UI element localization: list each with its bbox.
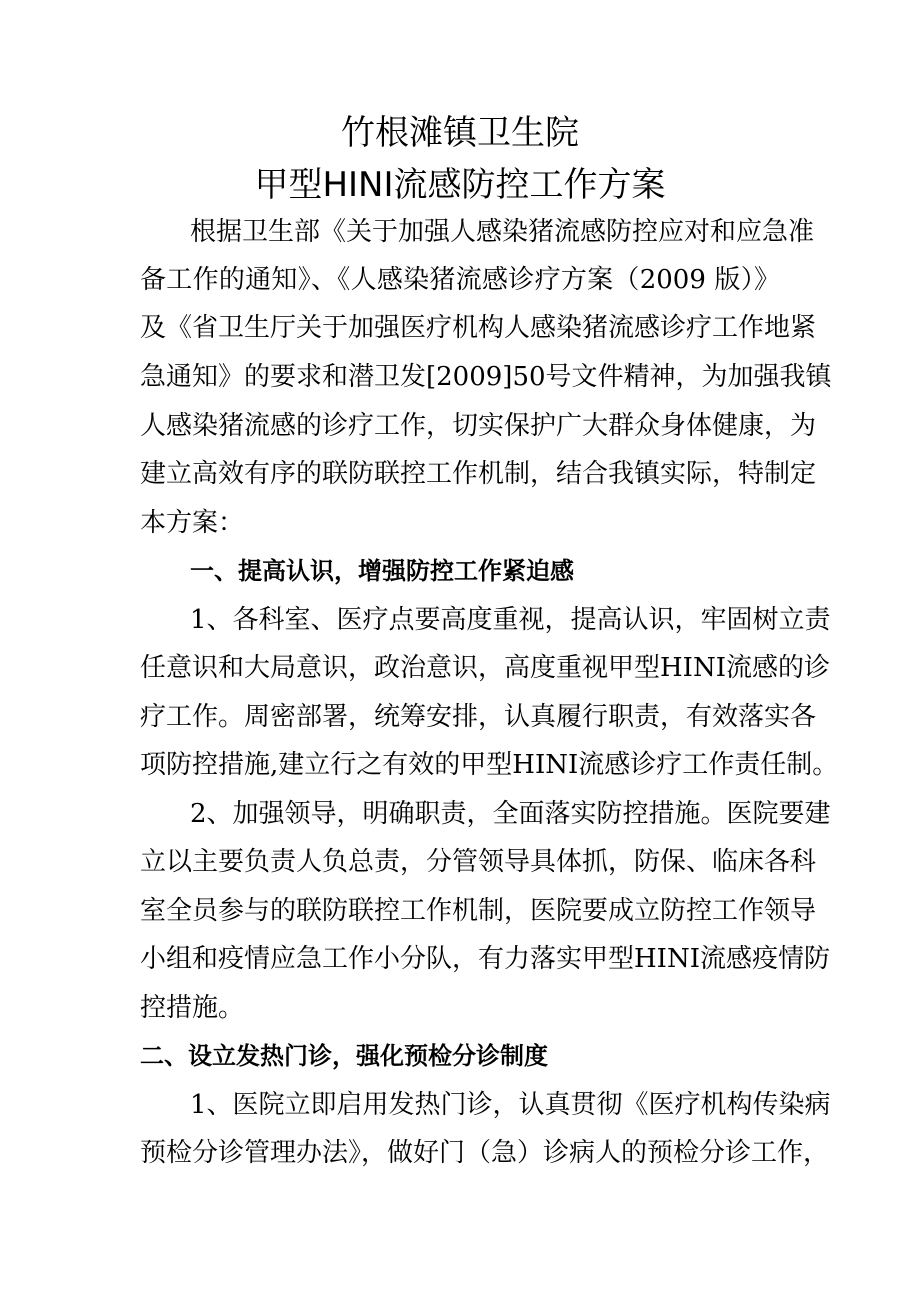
section1-item2-line: 2、加强领导，明确职责，全面落实防控措施。医院要建 xyxy=(190,799,831,829)
section1-item1-line: 项防控措施,建立行之有效的甲型HINI流感诊疗工作责任制。 xyxy=(140,750,839,780)
section1-heading: 一、提高认识，增强防控工作紧迫感 xyxy=(190,557,574,585)
section1-item1-line: 任意识和大局意识，政治意识，高度重视甲型HINI流感的诊 xyxy=(140,653,830,683)
section1-item2-line: 小组和疫情应急工作小分队，有力落实甲型HINI流感疫情防 xyxy=(140,944,830,974)
intro-line: 备工作的通知》、《人感染猪流感诊疗方案（2009 版）》 xyxy=(140,265,780,295)
section1-item1-line: 疗工作。周密部署，统筹安排，认真履行职责，有效落实各 xyxy=(140,702,817,732)
intro-line: 本方案： xyxy=(140,508,245,538)
section1-item1-line: 1、各科室、医疗点要高度重视，提高认识，牢固树立责 xyxy=(190,605,831,635)
section1-item2-line: 控措施。 xyxy=(140,993,245,1023)
intro-line: 建立高效有序的联防联控工作机制，结合我镇实际，特制定 xyxy=(140,459,817,489)
intro-line: 及《省卫生厅关于加强医疗机构人感染猪流感诊疗工作地紧 xyxy=(140,313,817,343)
intro-line: 人感染猪流感的诊疗工作，切实保护广大群众身体健康，为 xyxy=(140,411,817,441)
document-title-line1: 竹根滩镇卫生院 xyxy=(341,113,579,153)
section1-item2-line: 立以主要负责人负总责，分管领导具体抓，防保、临床各科 xyxy=(140,847,817,877)
intro-line: 急通知》的要求和潜卫发[2009]50号文件精神，为加强我镇 xyxy=(140,362,832,392)
intro-line: 根据卫生部《关于加强人感染猪流感防控应对和应急准 xyxy=(190,217,815,247)
section2-item1-line: 预检分诊管理办法》，做好门（急）诊病人的预检分诊工作， xyxy=(140,1138,830,1168)
section2-item1-line: 1、医院立即启用发热门诊，认真贯彻《医疗机构传染病 xyxy=(190,1090,831,1120)
section1-item2-line: 室全员参与的联防联控工作机制，医院要成立防控工作领导 xyxy=(140,896,817,926)
section2-heading: 二、设立发热门诊，强化预检分诊制度 xyxy=(140,1042,548,1070)
document-title-line2: 甲型HINI流感防控工作方案 xyxy=(254,165,666,205)
